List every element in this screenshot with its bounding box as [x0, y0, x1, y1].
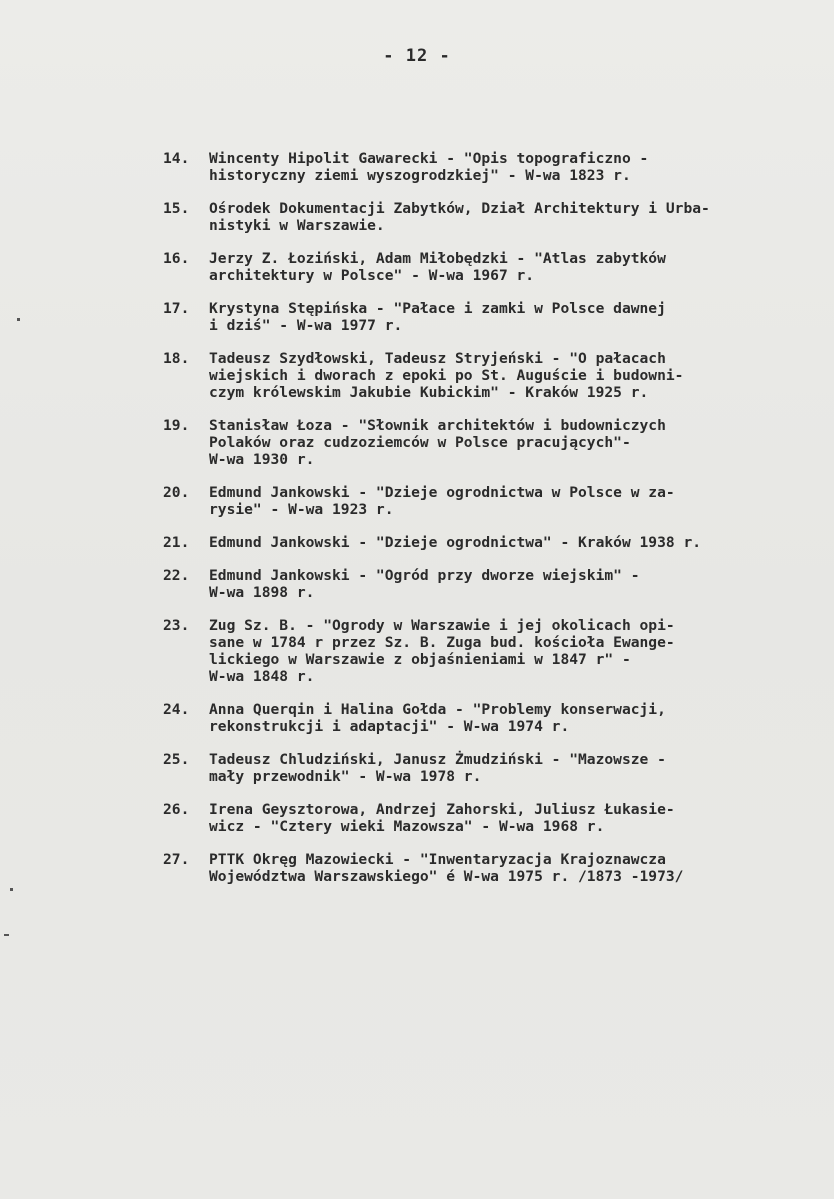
entry-number: 24.	[163, 701, 190, 718]
entry-line: W-wa 1930 r.	[209, 451, 315, 468]
entry-line: Wincenty Hipolit Gawarecki - "Opis topograficzno -	[209, 150, 649, 167]
entry-number: 20.	[163, 484, 190, 501]
entry-line: Ośrodek Dokumentacji Zabytków, Dział Architektury i Urba-	[209, 200, 710, 217]
entry-text	[209, 150, 813, 184]
entry-number: 21.	[163, 534, 190, 551]
bibliography-entry	[163, 350, 813, 401]
entry-line: Zug Sz. B. - "Ogrody w Warszawie i jej okolicach opi-	[209, 617, 675, 634]
entry-line: Tadeusz Chludziński, Janusz Żmudziński - "Mazowsze -	[209, 751, 666, 768]
bibliography-entry	[163, 150, 813, 184]
margin-mark	[4, 934, 9, 936]
bibliography-entry	[163, 567, 813, 601]
bibliography-list	[163, 150, 813, 901]
bibliography-entry	[163, 250, 813, 284]
entry-number: 22.	[163, 567, 190, 584]
entry-line: Tadeusz Szydłowski, Tadeusz Stryjeński - "O pałacach	[209, 350, 666, 367]
entry-line: Edmund Jankowski - "Dzieje ogrodnictwa" - Kraków 1938 r.	[209, 534, 702, 551]
entry-text	[209, 567, 813, 601]
entry-line: czym królewskim Jakubie Kubickim" - Kraków 1925 r.	[209, 384, 649, 401]
entry-line: lickiego w Warszawie z objaśnieniami w 1847 r" -	[209, 651, 631, 668]
entry-line: Stanisław Łoza - "Słownik architektów i budowniczych	[209, 417, 666, 434]
entry-line: architektury w Polsce" - W-wa 1967 r.	[209, 267, 535, 284]
entry-number: 27.	[163, 851, 190, 868]
entry-number: 18.	[163, 350, 190, 367]
entry-number: 26.	[163, 801, 190, 818]
entry-number: 19.	[163, 417, 190, 434]
entry-text	[209, 801, 813, 835]
bibliography-entry	[163, 300, 813, 334]
entry-line: wicz - "Cztery wieki Mazowsza" - W-wa 1968 r.	[209, 818, 605, 835]
entry-number: 16.	[163, 250, 190, 267]
entry-line: Polaków oraz cudzoziemców w Polsce pracujących"-	[209, 434, 631, 451]
bibliography-entry	[163, 417, 813, 468]
entry-line: mały przewodnik" - W-wa 1978 r.	[209, 768, 482, 785]
entry-line: sane w 1784 r przez Sz. B. Zuga bud. kościoła Ewange-	[209, 634, 675, 651]
entry-line: nistyki w Warszawie.	[209, 217, 385, 234]
entry-text	[209, 300, 813, 334]
entry-line: Województwa Warszawskiego" é W-wa 1975 r. /1873 -1973/	[209, 868, 684, 885]
entry-text	[209, 350, 813, 401]
entry-line: Irena Geysztorowa, Andrzej Zahorski, Juliusz Łukasie-	[209, 801, 675, 818]
entry-text	[209, 534, 813, 551]
entry-line: PTTK Okręg Mazowiecki - "Inwentaryzacja Krajoznawcza	[209, 851, 666, 868]
entry-number: 14.	[163, 150, 190, 167]
entry-line: Anna Querqin i Halina Gołda - "Problemy konserwacji,	[209, 701, 666, 718]
entry-number: 25.	[163, 751, 190, 768]
entry-line: Krystyna Stępińska - "Pałace i zamki w Polsce dawnej	[209, 300, 666, 317]
entry-number: 23.	[163, 617, 190, 634]
bibliography-entry	[163, 534, 813, 551]
entry-line: Edmund Jankowski - "Dzieje ogrodnictwa w Polsce w za-	[209, 484, 675, 501]
bibliography-entry	[163, 200, 813, 234]
entry-text	[209, 417, 813, 468]
entry-text	[209, 200, 813, 234]
bibliography-entry	[163, 801, 813, 835]
margin-mark	[10, 888, 13, 891]
entry-line: wiejskich i dworach z epoki po St. Auguście i budowni-	[209, 367, 684, 384]
entry-line: rekonstrukcji i adaptacji" - W-wa 1974 r.	[209, 718, 570, 735]
entry-text	[209, 250, 813, 284]
bibliography-entry	[163, 701, 813, 735]
bibliography-entry	[163, 851, 813, 885]
margin-mark	[17, 318, 20, 321]
bibliography-entry	[163, 751, 813, 785]
entry-line: rysie" - W-wa 1923 r.	[209, 501, 394, 518]
entry-line: Jerzy Z. Łoziński, Adam Miłobędzki - "Atlas zabytków	[209, 250, 666, 267]
entry-line: historyczny ziemi wyszogrodzkiej" - W-wa 1823 r.	[209, 167, 631, 184]
entry-text	[209, 751, 813, 785]
entry-text	[209, 617, 813, 685]
entry-number: 15.	[163, 200, 190, 217]
entry-text	[209, 851, 813, 885]
entry-line: Edmund Jankowski - "Ogród przy dworze wiejskim" -	[209, 567, 640, 584]
entry-line: W-wa 1848 r.	[209, 668, 315, 685]
page-number: - 12 -	[383, 46, 451, 66]
entry-number: 17.	[163, 300, 190, 317]
entry-text	[209, 484, 813, 518]
entry-text	[209, 701, 813, 735]
bibliography-entry	[163, 484, 813, 518]
entry-line: W-wa 1898 r.	[209, 584, 315, 601]
entry-line: i dziś" - W-wa 1977 r.	[209, 317, 403, 334]
bibliography-entry	[163, 617, 813, 685]
